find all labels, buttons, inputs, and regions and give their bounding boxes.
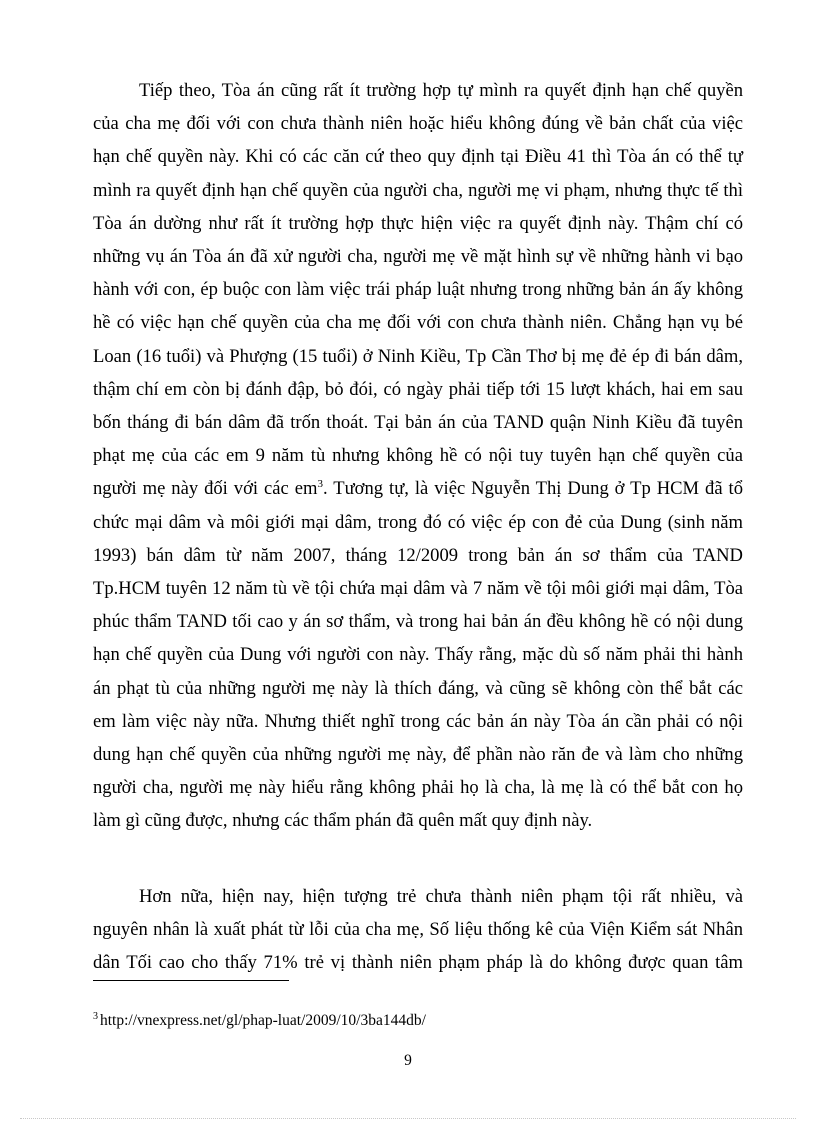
text-segment: . Tương tự, là việc Nguyễn Thị Dung ở Tp HCM đã tổ <box>322 478 744 500</box>
footnote-marker: 3 <box>93 1010 98 1022</box>
text-line: án phạt tù của những người mẹ này là thích đáng, và cũng sẽ không còn thể bắt các <box>93 677 743 699</box>
text-line: Tòa án dường như rất ít trường hợp thực hiện việc ra quyết định này. Thậm chí có <box>93 212 743 234</box>
text-line: hề có việc hạn chế quyền của cha mẹ đối với con chưa thành niên. Chẳng hạn vụ bé <box>93 312 743 334</box>
page-number: 9 <box>404 1052 412 1069</box>
text-line: phạt mẹ của các em 9 năm tù nhưng không hề có nội tuy tuyên hạn chế quyền của <box>93 445 743 467</box>
text-line: nguyên nhân là xuất phát từ lỗi của cha mẹ, Số liệu thống kê của Viện Kiểm sát Nhân <box>93 919 743 941</box>
text-line: hạn chế quyền này. Khi có các căn cứ theo quy định tại Điều 41 thì Tòa án có thể tự <box>93 146 743 168</box>
text-segment: người mẹ này đối với các em <box>93 478 318 500</box>
text-line: Loan (16 tuổi) và Phượng (15 tuổi) ở Ninh Kiều, Tp Cần Thơ bị mẹ đẻ ép đi bán dâm, <box>93 345 743 367</box>
text-line: dung hạn chế quyền của những người mẹ này, để phần nào răn đe và làm cho những <box>93 744 743 766</box>
footnote-reference[interactable]: 3 <box>317 478 323 491</box>
text-line: em làm việc này nữa. Nhưng thiết nghĩ trong các bản án này Tòa án cần phải có nội <box>93 710 743 732</box>
paragraph-2 <box>93 880 743 980</box>
footnote-link[interactable]: http://vnexpress.net/gl/phap-luat/2009/10/3ba144db/ <box>100 1012 426 1029</box>
paragraph-1 <box>93 74 743 838</box>
text-line: người cha, người mẹ này hiểu rằng không phải họ là cha, là mẹ là có thể bắt con họ <box>93 777 743 799</box>
text-line: 1993) bán dâm từ năm 2007, tháng 12/2009 trong bản án sơ thẩm của TAND <box>93 544 743 566</box>
text-line: chức mại dâm và môi giới mại dâm, trong đó có việc ép con đẻ của Dung (sinh năm <box>93 511 743 533</box>
text-line: hạn chế quyền của Dung với người con này. Thấy rằng, mặc dù số năm phải thi hành <box>93 644 743 666</box>
page-bottom-border <box>20 1118 796 1119</box>
text-line: những vụ án Tòa án đã xử người cha, người mẹ về mặt hình sự về những hành vi bạo <box>93 246 743 268</box>
text-line: phúc thẩm TAND tối cao y án sơ thẩm, và trong hai bản án đều không hề có nội dung <box>93 611 743 633</box>
text-line: bốn tháng đi bán dâm đã trốn thoát. Tại bản án của TAND quận Ninh Kiều đã tuyên <box>93 412 743 434</box>
text-line: mình ra quyết định hạn chế quyền của người cha, người mẹ vi phạm, nhưng thực tế thì <box>93 179 743 201</box>
footnote-separator <box>93 980 289 981</box>
text-line: của cha mẹ đối với con chưa thành niên hoặc hiểu không đúng về bản chất của việc <box>93 113 743 135</box>
text-line: dân Tối cao cho thấy 71% trẻ vị thành niên phạm pháp là do không được quan tâm <box>93 952 743 974</box>
text-line: Hơn nữa, hiện nay, hiện tượng trẻ chưa thành niên phạm tội rất nhiều, và <box>139 886 743 907</box>
text-line: Tp.HCM tuyên 12 năm tù về tội chứa mại dâm và 7 năm về tội môi giới mại dâm, Tòa <box>93 578 743 600</box>
text-line: làm gì cũng được, nhưng các thẩm phán đã quên mất quy định này. <box>93 810 593 832</box>
text-line: thậm chí em còn bị đánh đập, bỏ đói, có ngày phải tiếp tới 15 lượt khách, hai em sau <box>93 378 743 400</box>
text-line: hành với con, ép buộc con làm việc trái pháp luật nhưng trong những bản án ấy không <box>93 279 743 301</box>
footnote <box>93 1011 426 1031</box>
text-line: Tiếp theo, Tòa án cũng rất ít trường hợp tự mình ra quyết định hạn chế quyền <box>139 80 743 101</box>
text-line-with-footnote <box>93 472 743 505</box>
